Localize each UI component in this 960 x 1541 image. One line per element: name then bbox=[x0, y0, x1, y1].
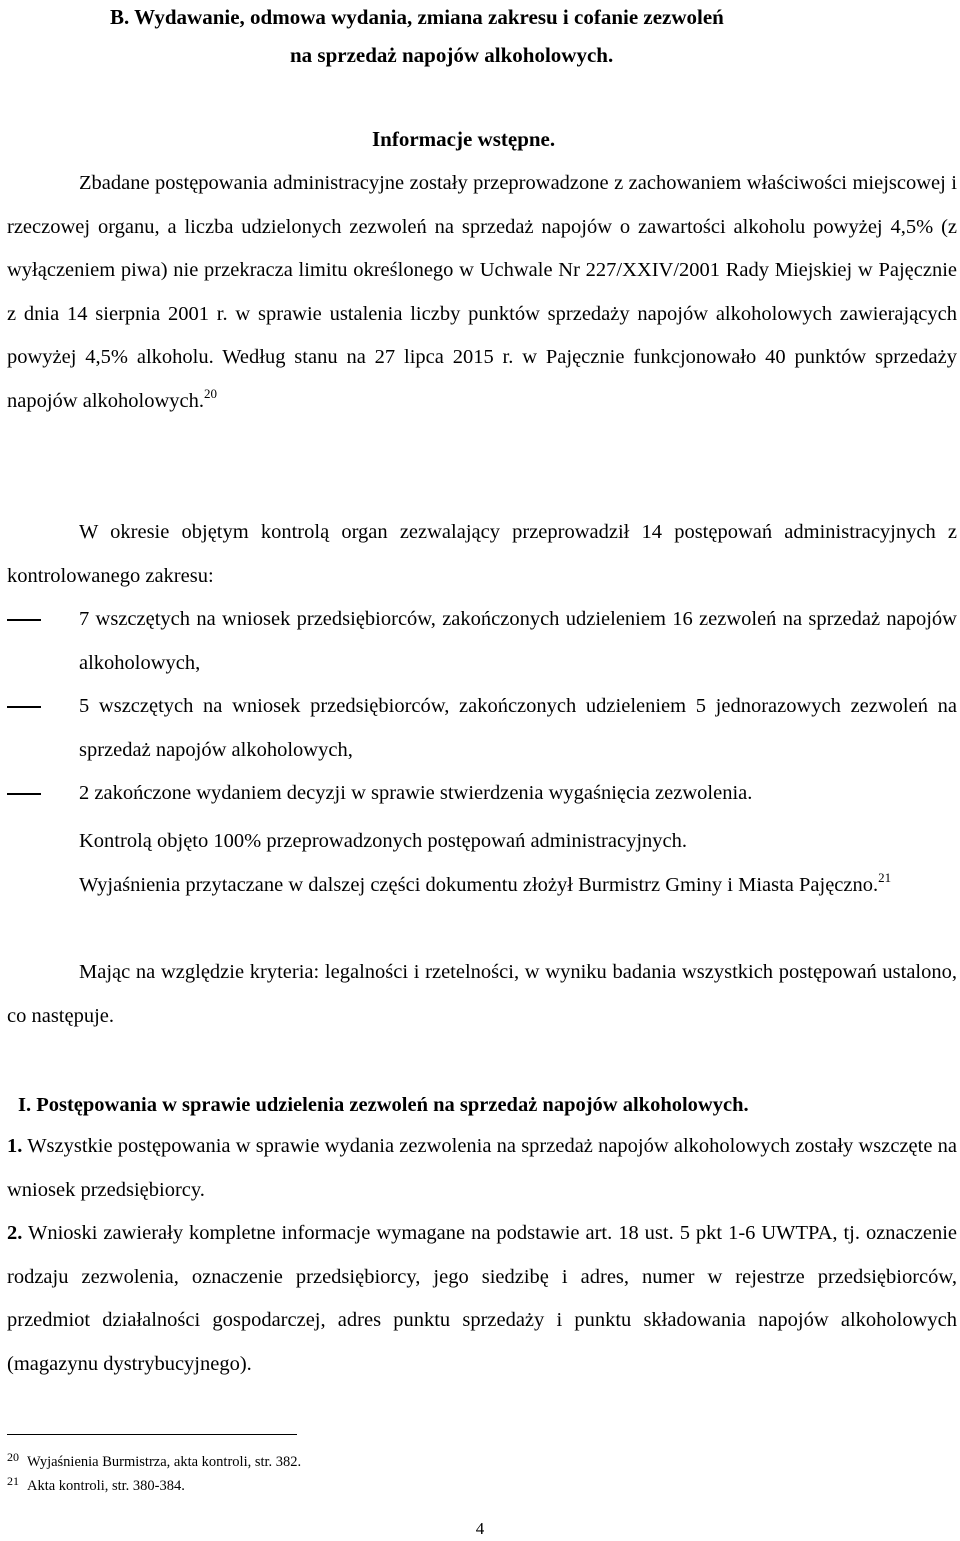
intro-paragraph-3: Kontrolą objęto 100% przeprowadzonych postępowań administracyjnych. bbox=[79, 830, 687, 852]
footnote-ref-21[interactable]: 21 bbox=[878, 870, 892, 885]
intro-paragraph-2: W okresie objętym kontrolą organ zezwalający przeprowadził 14 postępowań administracyjnych z kontrolowanego zakresu: bbox=[7, 521, 957, 587]
footnote-20 bbox=[7, 1448, 301, 1471]
section-item-number: 2. bbox=[7, 1222, 23, 1244]
intro-paragraph-4-text: Wyjaśnienia przytaczane w dalszej części dokumentu złożył Burmistrz Gminy i Miasta Pajęczno. bbox=[79, 874, 879, 896]
list-item-text: 7 wszczętych na wniosek przedsiębiorców, zakończonych udzieleniem 16 zezwoleń na sprzedaż napojów alkoholowych, bbox=[79, 608, 957, 674]
section-item-1 bbox=[7, 1125, 957, 1212]
section-title: I. Postępowania w sprawie udzielenia zezwoleń na sprzedaż napojów alkoholowych. bbox=[18, 1094, 749, 1116]
list-item-text: 2 zakończone wydaniem decyzji w sprawie stwierdzenia wygaśnięcia zezwolenia. bbox=[79, 782, 753, 804]
title-line-2: na sprzedaż napojów alkoholowych. bbox=[290, 43, 614, 67]
footnote-text: Akta kontroli, str. 380-384. bbox=[27, 1478, 185, 1494]
footnote-number: 20 bbox=[7, 1450, 19, 1464]
list-item bbox=[7, 598, 957, 685]
subtitle: Informacje wstępne. bbox=[372, 127, 556, 151]
footnote-separator bbox=[7, 1434, 297, 1435]
list-item bbox=[7, 772, 957, 816]
dash-bullet bbox=[7, 619, 41, 621]
list-item bbox=[7, 685, 957, 772]
intro-paragraph-1 bbox=[7, 162, 957, 423]
footnote-number: 21 bbox=[7, 1474, 19, 1488]
section-item-text: Wszystkie postępowania w sprawie wydania zezwolenia na sprzedaż napojów alkoholowych zostały wszczęte na wniosek przedsiębiorcy. bbox=[7, 1135, 957, 1201]
section-item-2 bbox=[7, 1212, 957, 1386]
page-number: 4 bbox=[475, 1519, 485, 1538]
title-line-1: B. Wydawanie, odmowa wydania, zmiana zakresu i cofanie zezwoleń bbox=[110, 5, 724, 29]
section-item-text: Wnioski zawierały kompletne informacje wymagane na podstawie art. 18 ust. 5 pkt 1-6 UWTPA, tj. oznaczenie rodzaju zezwolenia, oznaczenie przedsiębiorcy, jego siedzibę i adres, numer w rejestrze przedsiębiorców, przedmiot działalności gospodarczej, adres punktu sprzedaży i punktu składowania napojów alkoholowych (magazynu dystrybucyjnego). bbox=[7, 1222, 957, 1375]
dash-bullet bbox=[7, 706, 41, 708]
intro-paragraph-5: Mając na względzie kryteria: legalności i rzetelności, w wyniku badania wszystkich postępowań ustalono, co następuje. bbox=[7, 961, 957, 1027]
postepowania-list bbox=[7, 598, 957, 816]
footnote-ref-20[interactable]: 20 bbox=[204, 385, 217, 401]
intro-paragraph-1-text: Zbadane postępowania administracyjne zostały przeprowadzone z zachowaniem właściwości miejscowej i rzeczowej organu, a liczba udzielonych zezwoleń na sprzedaż napojów o zawartości alkoholu powyżej 4,5% (z wyłączeniem piwa) nie przekracza limitu określonego w Uchwale Nr 227/XXIV/2001 Rady Miejskiej w Pajęcznie z dnia 14 sierpnia 2001 r. w sprawie ustalenia liczby punktów sprzedaży napojów alkoholowych zawierających powyżej 4,5% alkoholu. Według stanu na 27 lipca 2015 r. w Pajęcznie funkcjonowało 40 punktów sprzedaży napojów alkoholowych. bbox=[7, 172, 957, 412]
dash-bullet bbox=[7, 793, 41, 795]
list-item-text: 5 wszczętych na wniosek przedsiębiorców, zakończonych udzieleniem 5 jednorazowych zezwoleń na sprzedaż napojów alkoholowych, bbox=[79, 695, 957, 761]
footnote-21 bbox=[7, 1472, 185, 1495]
section-item-number: 1. bbox=[7, 1135, 23, 1157]
footnote-text: Wyjaśnienia Burmistrza, akta kontroli, str. 382. bbox=[27, 1454, 302, 1470]
intro-paragraph-4 bbox=[7, 864, 957, 908]
